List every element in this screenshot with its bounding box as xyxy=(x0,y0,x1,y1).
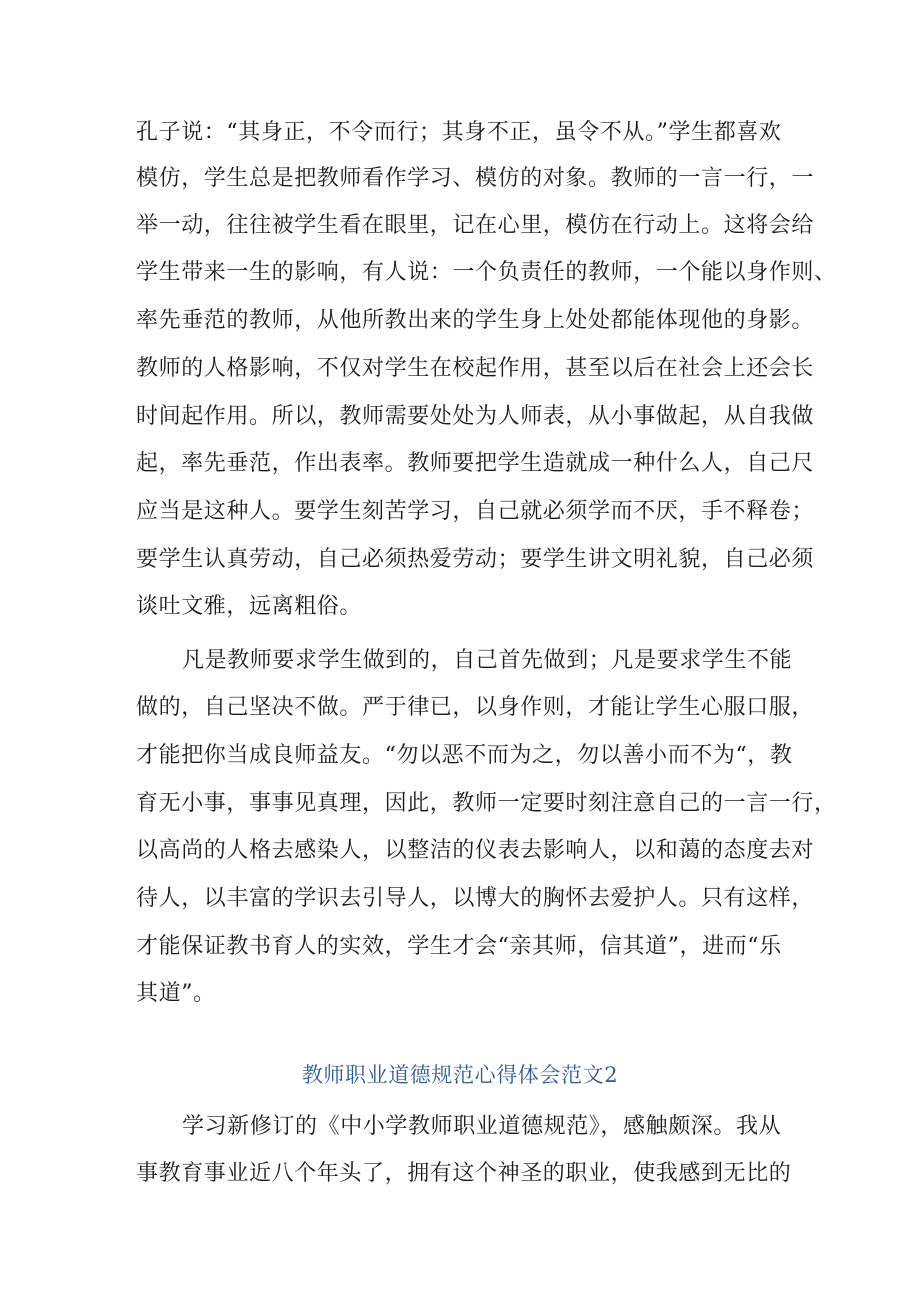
paragraph-line: 学生带来一生的影响，有人说：一个负责任的教师，一个能以身作则、 xyxy=(136,260,837,285)
paragraph-line: 模仿，学生总是把教师看作学习、模仿的对象。教师的一言一行，一 xyxy=(136,166,815,191)
section-heading: 教师职业道德规范心得体会范文2 xyxy=(301,1063,619,1087)
paragraph-line: 教师的人格影响，不仅对学生在校起作用，甚至以后在社会上还会长 xyxy=(136,356,815,381)
paragraph-line: 以高尚的人格去感染人，以整洁的仪表去影响人，以和蔼的态度去对 xyxy=(136,838,815,863)
paragraph-line: 其道”。 xyxy=(136,981,216,1006)
paragraph-line: 率先垂范的教师，从他所教出来的学生身上处处都能体现他的身影。 xyxy=(136,308,815,333)
paragraph-line: 育无小事，事事见真理，因此，教师一定要时刻注意自己的一言一行， xyxy=(136,791,837,816)
paragraph-line: 要学生认真劳动，自己必须热爱劳动；要学生讲文明礼貌，自己必须 xyxy=(136,547,815,572)
paragraph-line: 起，率先垂范，作出表率。教师要把学生造就成一种什么人，自己尺 xyxy=(136,451,815,476)
paragraph-line: 事教育事业近八个年头了，拥有这个神圣的职业，使我感到无比的 xyxy=(136,1161,792,1186)
paragraph-line: 做的，自己坚决不做。严于律已，以身作则，才能让学生心服口服， xyxy=(136,695,815,720)
paragraph-line: 待人，以丰富的学识去引导人，以博大的胸怀去爱护人。只有这样， xyxy=(136,886,815,911)
paragraph-line: 凡是教师要求学生做到的，自己首先做到；凡是要求学生不能 xyxy=(182,648,793,673)
paragraph-line: 学习新修订的《中小学教师职业道德规范》，感触颇深。我从 xyxy=(182,1114,782,1139)
paragraph-line: 时间起作用。所以，教师需要处处为人师表，从小事做起，从自我做 xyxy=(136,404,815,429)
paragraph-line: 应当是这种人。要学生刻苦学习，自己就必须学而不厌，手不释卷； xyxy=(136,499,815,524)
paragraph-line: 举一动，往往被学生看在眼里，记在心里，模仿在行动上。这将会给 xyxy=(136,213,815,238)
paragraph-line: 孔子说：“其身正，不令而行；其身不正，虽令不从。”学生都喜欢 xyxy=(136,120,782,145)
paragraph-line: 才能把你当成良师益友。“勿以恶不而为之，勿以善小而不为“，教 xyxy=(136,743,793,768)
paragraph-line: 才能保证教书育人的实效，学生才会“亲其师，信其道”，进而“乐 xyxy=(136,934,782,959)
paragraph-line: 谈吐文雅，远离粗俗。 xyxy=(136,594,363,619)
